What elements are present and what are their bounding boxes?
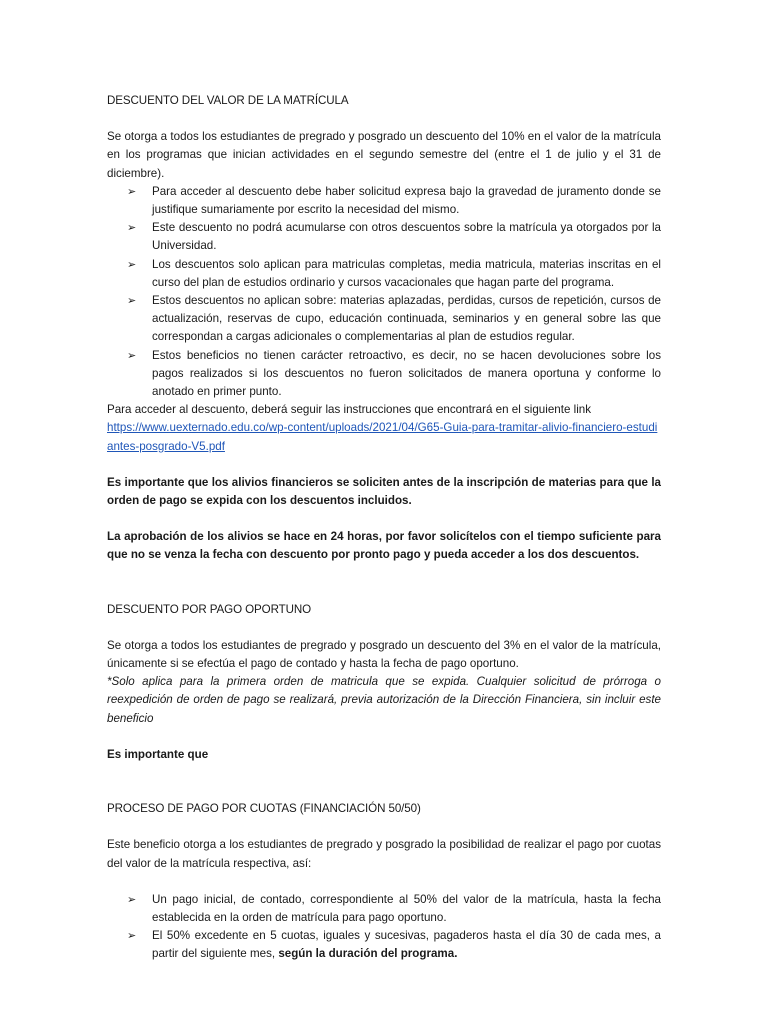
list-item: ➢ Estos beneficios no tienen carácter retroactivo, es decir, no se hacen devoluciones sobre los pagos realizados si los descuentos no fueron solicitados de manera oportuna y conforme lo anotado en primer punto.: [127, 348, 661, 399]
section2-intro: Se otorga a todos los estudiantes de pregrado y posgrado un descuento del 3% en el valor de la matrícula, únicamente si se efectúa el pago de contado y hasta la fecha de pago oportuno.: [107, 638, 661, 671]
arrow-bullet-icon: ➢: [127, 185, 137, 198]
guide-link[interactable]: https://www.uexternado.edu.co/wp-content/uploads/2021/04/G65-Guia-para-tramitar-alivio-financiero-estudiantes-posgrado-V5.pdf: [107, 421, 658, 453]
list-item: ➢ Para acceder al descuento debe haber solicitud expresa bajo la gravedad de juramento donde se justifique sumariamente por escrito la necesidad del mismo.: [127, 184, 661, 217]
list-item: ➢ El 50% excedente en 5 cuotas, iguales y sucesivas, pagaderos hasta el día 30 de cada mes, a partir del siguiente mes, según la duración del programa.: [127, 929, 661, 961]
list-item: ➢ Los descuentos solo aplican para matriculas completas, media matricula, materias inscritas en el curso del plan de estudios ordinario y cursos vacacionales que hagan parte del programa.: [127, 257, 661, 289]
section3-bullet-list: [107, 891, 661, 964]
access-instructions: Para acceder al descuento, deberá seguir las instrucciones que encontrará en el siguiente link: [107, 403, 592, 417]
section1-intro: Se otorga a todos los estudiantes de pregrado y posgrado un descuento del 10% en el valor de la matrícula en los programas que inician actividades en el segundo semestre del (entre el 1 de julio y el 31 de diciembre).: [107, 130, 661, 180]
document-body: [107, 92, 661, 964]
section3-intro: Este beneficio otorga a los estudiantes de pregrado y posgrado la posibilidad de realizar el pago por cuotas del valor de la matrícula respectiva, así:: [107, 838, 661, 870]
section2-important: Es importante que: [107, 747, 209, 761]
list-item: ➢ Un pago inicial, de contado, correspondiente al 50% del valor de la matrícula, hasta la fecha establecida en la orden de matrícula para pago oportuno.: [127, 892, 661, 924]
arrow-bullet-icon: ➢: [127, 222, 137, 235]
approval-note: La aprobación de los alivios se hace en 24 horas, por favor solicítelos con el tiempo suficiente para que no se venza la fecha con descuento por pronto pago y pueda acceder a los dos descuentos.: [107, 530, 661, 562]
section2-italic-note: *Solo aplica para la primera orden de matricula que se expida. Cualquier solicitud de prórroga o reexpedición de orden de pago se realizará, previa autorización de la Dirección Financiera, sin incluir este beneficio: [107, 675, 661, 725]
arrow-bullet-icon: ➢: [127, 930, 137, 943]
important-note-alivios: Es importante que los alivios financieros se soliciten antes de la inscripción de materias para que la orden de pago se expida con los descuentos incluidos.: [107, 475, 661, 508]
arrow-bullet-icon: ➢: [127, 258, 137, 271]
section-title-pago-cuotas: PROCESO DE PAGO POR CUOTAS (FINANCIACIÓN 50/50): [107, 802, 421, 816]
list-item: ➢ Estos descuentos no aplican sobre: materias aplazadas, perdidas, cursos de repetición, cursos de actualización, reservas de cupo, educación continuada, seminarios y en general sobre las que correspondan a cargas adicionales o complementarias al plan de estudios regular.: [127, 294, 661, 344]
arrow-bullet-icon: ➢: [127, 295, 137, 308]
section-title-pago-oportuno: DESCUENTO POR PAGO OPORTUNO: [107, 602, 312, 616]
arrow-bullet-icon: ➢: [127, 893, 137, 906]
section-title-descuento-matricula: DESCUENTO DEL VALOR DE LA MATRÍCULA: [107, 94, 349, 107]
section1-bullet-list: [107, 183, 661, 401]
arrow-bullet-icon: ➢: [127, 349, 137, 362]
list-item: ➢ Este descuento no podrá acumularse con otros descuentos sobre la matrícula ya otorgados por la Universidad.: [127, 221, 661, 253]
